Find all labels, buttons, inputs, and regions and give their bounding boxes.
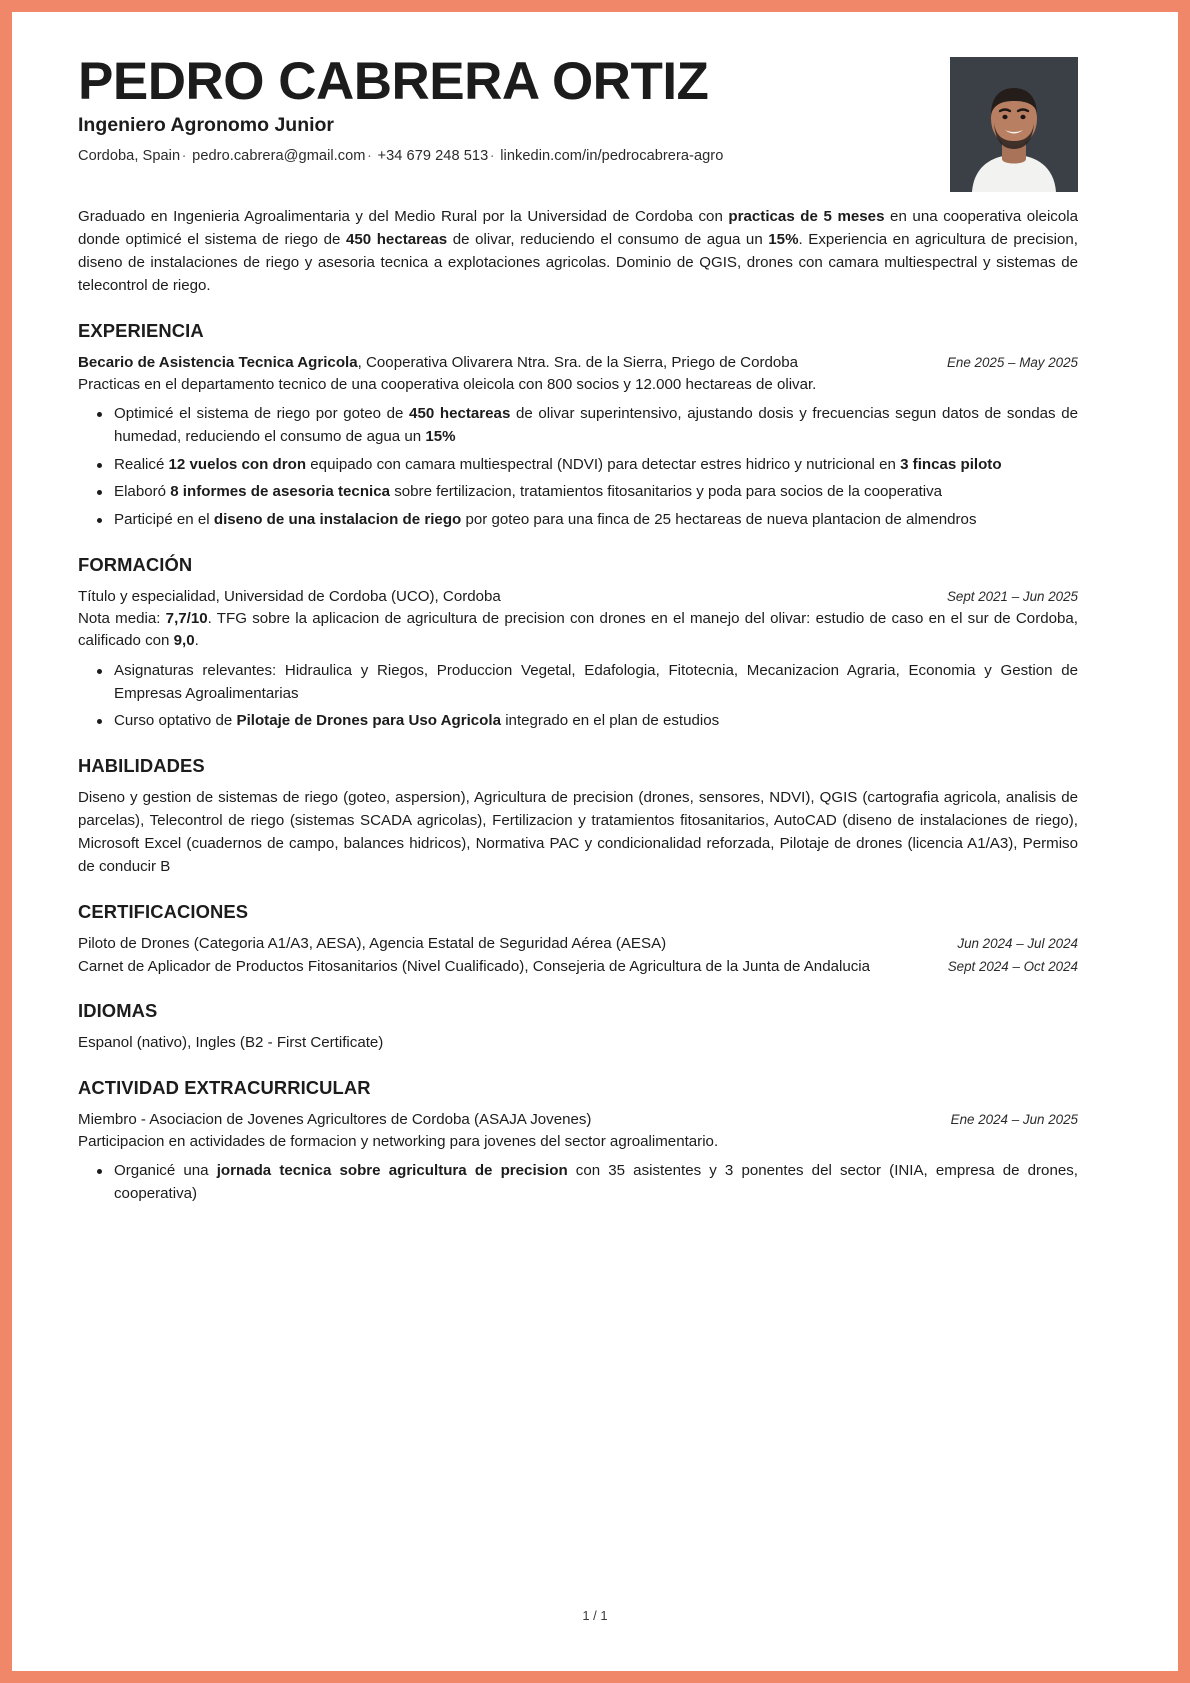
section-heading: HABILIDADES bbox=[78, 754, 205, 776]
extracurricular-name: Miembro - Asociacion de Jovenes Agricultores de Cordoba (ASAJA Jovenes) bbox=[78, 1110, 592, 1128]
avatar bbox=[950, 57, 1078, 192]
contact-location: Cordoba, Spain bbox=[78, 148, 181, 165]
experience-heading bbox=[78, 352, 931, 374]
extracurricular-bullets bbox=[78, 1160, 1078, 1205]
page-indicator: 1 / 1 bbox=[582, 1608, 608, 1623]
experience-date: Ene 2025 – May 2025 bbox=[946, 354, 1078, 370]
experience-bullets bbox=[78, 403, 1078, 531]
certification-row bbox=[78, 933, 1078, 955]
contact-separator: · bbox=[181, 148, 187, 165]
section-heading: CERTIFICACIONES bbox=[78, 900, 249, 922]
education-degree: Título y especialidad, Universidad de Cordoba (UCO), Cordoba bbox=[78, 587, 501, 605]
section-heading: FORMACIÓN bbox=[78, 553, 193, 575]
section-certificaciones bbox=[78, 901, 1078, 978]
contact-phone[interactable]: +34 679 248 513 bbox=[377, 148, 489, 165]
page-title: PEDRO CABRERA ORTIZ bbox=[78, 52, 709, 111]
section-heading: IDIOMAS bbox=[78, 999, 158, 1021]
contact-linkedin[interactable]: linkedin.com/in/pedrocabrera-agro bbox=[500, 148, 724, 165]
experience-description: Practicas en el departamento tecnico de una cooperativa oleicola con 800 socios y 12.000 hectareas de olivar. bbox=[78, 375, 817, 393]
resume-page bbox=[12, 12, 1178, 1671]
certification-name: Piloto de Drones (Categoria A1/A3, AESA), Agencia Estatal de Seguridad Aérea (AESA) bbox=[78, 934, 667, 952]
extracurricular-entry bbox=[78, 1109, 1078, 1206]
section-experiencia bbox=[78, 320, 1078, 532]
section-heading: ACTIVIDAD EXTRACURRICULAR bbox=[78, 1076, 371, 1098]
extracurricular-description: Participacion en actividades de formacion y networking para jovenes del sector agroalimentario. bbox=[78, 1132, 719, 1150]
bullet-item: Asignaturas relevantes: Hidraulica y Riegos, Produccion Vegetal, Edafologia, Fitotecnia, Mecanizacion Agraria, Economia y Gestion de Empresas Agroalimentarias bbox=[112, 660, 1078, 705]
extracurricular-date: Ene 2024 – Jun 2025 bbox=[950, 1111, 1078, 1127]
section-idiomas bbox=[78, 1000, 1078, 1055]
certification-date: Jun 2024 – Jul 2024 bbox=[957, 935, 1078, 951]
certification-name: Carnet de Aplicador de Productos Fitosanitarios (Nivel Cualificado), Consejeria de Agricultura de la Junta de Andalucia bbox=[78, 957, 871, 975]
education-bullets bbox=[78, 660, 1078, 733]
contact-separator: · bbox=[489, 148, 495, 165]
certification-row bbox=[78, 956, 1078, 978]
summary-paragraph: Graduado en Ingenieria Agroalimentaria y del Medio Rural por la Universidad de Cordoba con practicas de 5 meses en una cooperativa oleicola donde optimicé el sistema de riego de 450 hectareas de olivar, reduciendo el consumo de agua un 15%. Experiencia en agricultura de precision, diseno de instalaciones de riego y asesoria tecnica a explotaciones agricolas. Dominio de QGIS, drones con camara multiespectral y sistemas de telecontrol de riego. bbox=[78, 208, 1078, 294]
section-formacion bbox=[78, 554, 1078, 733]
bullet-item: Participé en el diseno de una instalacion de riego por goteo para una finca de 25 hectareas de nueva plantacion de almendros bbox=[112, 509, 1078, 532]
contact-separator: · bbox=[366, 148, 372, 165]
section-heading: EXPERIENCIA bbox=[78, 319, 204, 341]
experience-company: , Cooperativa Olivarera Ntra. Sra. de la Sierra, Priego de Cordoba bbox=[357, 353, 799, 371]
education-description: Nota media: 7,7/10. TFG sobre la aplicacion de agricultura de precision con drones en el manejo del olivar: estudio de caso en el sur de Cordoba, calificado con 9,0. bbox=[78, 609, 1079, 650]
contact-email[interactable]: pedro.cabrera@gmail.com bbox=[192, 148, 366, 165]
contact-line bbox=[78, 148, 1078, 164]
section-extracurricular bbox=[78, 1077, 1078, 1206]
bullet-item: Realicé 12 vuelos con dron equipado con camara multiespectral (NDVI) para detectar estres hidrico y nutricional en 3 fincas piloto bbox=[112, 454, 1078, 477]
skills-text: Diseno y gestion de sistemas de riego (goteo, aspersion), Agricultura de precision (drones, sensores, NDVI), QGIS (cartografia agricola, analisis de parcelas), Telecontrol de riego (sistemas SCADA agricolas), Fertilizacion y tratamientos fitosanitarios, AutoCAD (diseno de instalaciones de riego), Microsoft Excel (cuadernos de campo, balances hidricos), Normativa PAC y condicionalidad reforzada, Pilotaje de drones (licencia A1/A3), Permiso de conducir B bbox=[78, 788, 1078, 875]
education-date: Sept 2021 – Jun 2025 bbox=[946, 588, 1078, 604]
certification-date: Sept 2024 – Oct 2024 bbox=[947, 958, 1078, 974]
bullet-item: Curso optativo de Pilotaje de Drones para Uso Agricola integrado en el plan de estudios bbox=[112, 710, 1078, 733]
bullet-item: Optimicé el sistema de riego por goteo de 450 hectareas de olivar superintensivo, ajustando dosis y frecuencias segun datos de sondas de humedad, reduciendo el consumo de agua un 15% bbox=[112, 403, 1078, 448]
experience-entry bbox=[78, 352, 1078, 532]
bullet-item: Elaboró 8 informes de asesoria tecnica sobre fertilizacion, tratamientos fitosanitarios y poda para socios de la cooperativa bbox=[112, 481, 1078, 504]
resume-header bbox=[78, 54, 1078, 184]
education-entry bbox=[78, 586, 1078, 733]
section-habilidades bbox=[78, 755, 1078, 879]
page-footer bbox=[12, 1608, 1178, 1623]
profile-photo-icon bbox=[950, 57, 1078, 192]
languages-text: Espanol (nativo), Ingles (B2 - First Certificate) bbox=[78, 1033, 384, 1051]
experience-role: Becario de Asistencia Tecnica Agricola bbox=[78, 353, 358, 371]
job-title: Ingeniero Agronomo Junior bbox=[78, 114, 335, 137]
bullet-item: Organicé una jornada tecnica sobre agricultura de precision con 35 asistentes y 3 ponentes del sector (INIA, empresa de drones, cooperativa) bbox=[112, 1160, 1078, 1205]
